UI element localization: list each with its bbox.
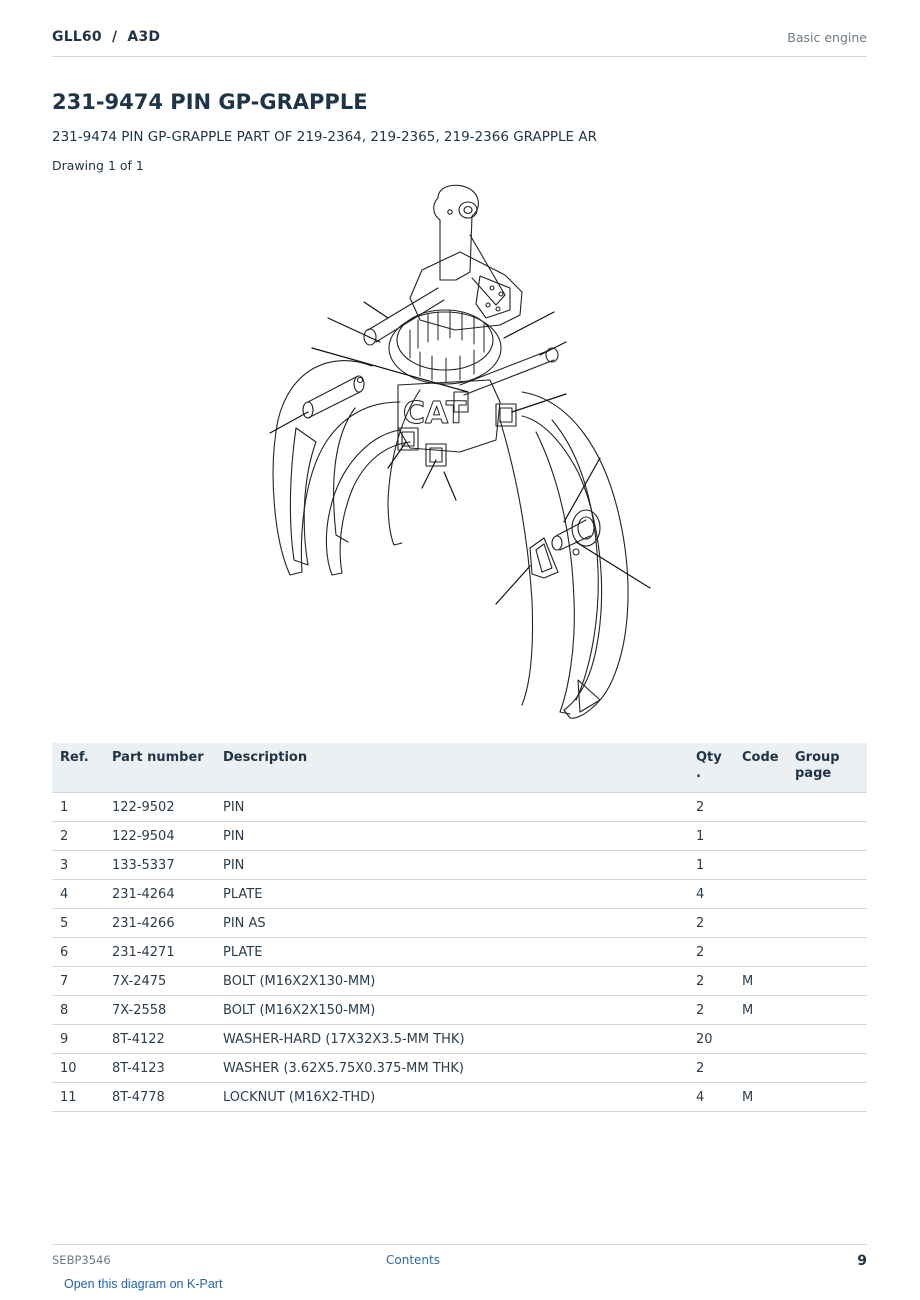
table-row bbox=[52, 822, 867, 851]
cell-description: LOCKNUT (M16X2-THD) bbox=[215, 1083, 688, 1112]
svg-text:CAT: CAT bbox=[403, 396, 467, 431]
cell-ref: 9 bbox=[52, 1025, 104, 1054]
cell-part-number: 231-4264 bbox=[104, 880, 215, 909]
col-header-part-number: Part number bbox=[104, 743, 215, 793]
cell-description: PIN bbox=[215, 822, 688, 851]
page-title: 231-9474 PIN GP-GRAPPLE bbox=[52, 90, 368, 114]
table-header-row bbox=[52, 743, 867, 793]
cell-part-number: 231-4271 bbox=[104, 938, 215, 967]
cell-group-page bbox=[787, 909, 867, 938]
cell-group-page bbox=[787, 1054, 867, 1083]
cell-description: BOLT (M16X2X150-MM) bbox=[215, 996, 688, 1025]
cell-part-number: 8T-4123 bbox=[104, 1054, 215, 1083]
page-header bbox=[52, 0, 867, 57]
cell-ref: 1 bbox=[52, 793, 104, 822]
document-id: SEBP3546 bbox=[52, 1253, 111, 1267]
cell-part-number: 7X-2558 bbox=[104, 996, 215, 1025]
col-header-description: Description bbox=[215, 743, 688, 793]
cell-code bbox=[734, 909, 787, 938]
page-subtitle: 231-9474 PIN GP-GRAPPLE PART OF 219-2364, 219-2365, 219-2366 GRAPPLE AR bbox=[52, 129, 597, 145]
table-row bbox=[52, 1054, 867, 1083]
table-row bbox=[52, 967, 867, 996]
cell-ref: 3 bbox=[52, 851, 104, 880]
cell-part-number: 122-9502 bbox=[104, 793, 215, 822]
cell-group-page bbox=[787, 938, 867, 967]
cell-group-page bbox=[787, 996, 867, 1025]
cell-group-page bbox=[787, 967, 867, 996]
cell-ref: 10 bbox=[52, 1054, 104, 1083]
cell-group-page bbox=[787, 851, 867, 880]
cell-part-number: 122-9504 bbox=[104, 822, 215, 851]
cell-qty: 20 bbox=[688, 1025, 734, 1054]
cell-qty: 2 bbox=[688, 996, 734, 1025]
cell-ref: 11 bbox=[52, 1083, 104, 1112]
cell-qty: 4 bbox=[688, 1083, 734, 1112]
cell-code bbox=[734, 1054, 787, 1083]
cell-ref: 2 bbox=[52, 822, 104, 851]
cell-part-number: 7X-2475 bbox=[104, 967, 215, 996]
table-row bbox=[52, 880, 867, 909]
col-header-qty: Qty . bbox=[688, 743, 734, 793]
cell-qty: 1 bbox=[688, 851, 734, 880]
cell-description: BOLT (M16X2X130-MM) bbox=[215, 967, 688, 996]
cell-ref: 5 bbox=[52, 909, 104, 938]
cell-group-page bbox=[787, 793, 867, 822]
cell-code: M bbox=[734, 1083, 787, 1112]
table-row bbox=[52, 1083, 867, 1112]
cell-ref: 8 bbox=[52, 996, 104, 1025]
col-header-group-page: Group page bbox=[787, 743, 867, 793]
cell-description: PIN bbox=[215, 851, 688, 880]
cell-ref: 6 bbox=[52, 938, 104, 967]
col-header-ref: Ref. bbox=[52, 743, 104, 793]
cell-group-page bbox=[787, 1025, 867, 1054]
cell-qty: 1 bbox=[688, 822, 734, 851]
cell-part-number: 8T-4778 bbox=[104, 1083, 215, 1112]
cell-description: WASHER (3.62X5.75X0.375-MM THK) bbox=[215, 1054, 688, 1083]
table-row bbox=[52, 851, 867, 880]
cell-code bbox=[734, 822, 787, 851]
cell-qty: 2 bbox=[688, 1054, 734, 1083]
cell-description: PLATE bbox=[215, 880, 688, 909]
cell-description: PLATE bbox=[215, 938, 688, 967]
cell-code bbox=[734, 793, 787, 822]
cell-part-number: 133-5337 bbox=[104, 851, 215, 880]
parts-table-body bbox=[52, 793, 867, 1112]
table-row bbox=[52, 909, 867, 938]
cell-qty: 4 bbox=[688, 880, 734, 909]
cell-group-page bbox=[787, 880, 867, 909]
cell-code: M bbox=[734, 967, 787, 996]
cell-description: PIN bbox=[215, 793, 688, 822]
drawing-count: Drawing 1 of 1 bbox=[52, 158, 144, 173]
cell-code bbox=[734, 1025, 787, 1054]
section-name: Basic engine bbox=[787, 30, 867, 45]
cell-qty: 2 bbox=[688, 909, 734, 938]
cell-code: M bbox=[734, 996, 787, 1025]
grapple-diagram bbox=[260, 180, 670, 725]
page-number: 9 bbox=[857, 1253, 867, 1269]
table-row bbox=[52, 793, 867, 822]
cell-group-page bbox=[787, 822, 867, 851]
cell-ref: 4 bbox=[52, 880, 104, 909]
col-header-code: Code bbox=[734, 743, 787, 793]
cell-group-page bbox=[787, 1083, 867, 1112]
cell-code bbox=[734, 851, 787, 880]
cell-qty: 2 bbox=[688, 967, 734, 996]
cell-description: PIN AS bbox=[215, 909, 688, 938]
cell-code bbox=[734, 938, 787, 967]
cell-ref: 7 bbox=[52, 967, 104, 996]
model-code: GLL60 / A3D bbox=[52, 29, 161, 45]
table-row bbox=[52, 996, 867, 1025]
cell-qty: 2 bbox=[688, 938, 734, 967]
cell-description: WASHER-HARD (17X32X3.5-MM THK) bbox=[215, 1025, 688, 1054]
footer-divider bbox=[52, 1244, 867, 1245]
cell-part-number: 231-4266 bbox=[104, 909, 215, 938]
table-row bbox=[52, 1025, 867, 1054]
parts-table bbox=[52, 743, 867, 1112]
cell-code bbox=[734, 880, 787, 909]
cell-qty: 2 bbox=[688, 793, 734, 822]
open-kpart-link[interactable]: Open this diagram on K-Part bbox=[64, 1277, 223, 1291]
contents-link[interactable]: Contents bbox=[386, 1253, 440, 1267]
cell-part-number: 8T-4122 bbox=[104, 1025, 215, 1054]
table-row bbox=[52, 938, 867, 967]
